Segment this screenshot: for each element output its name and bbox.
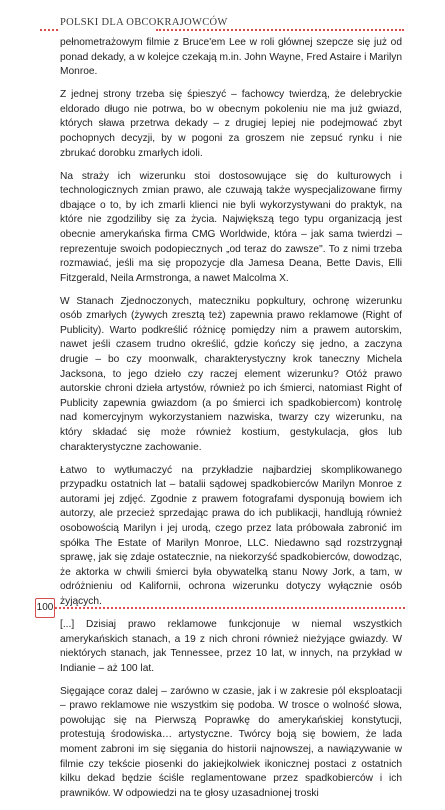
article-body xyxy=(60,36,402,810)
paragraph: Na straży ich wizerunku stoi dostosowujące się do kulturowych i technologicznych zmian prawo, ale czuwają także wyspecjalizowane firmy dbające o to, by ich zmarli klienci nie byli wykorzystywani do praktyk, na które nie zgodziliby się za życia. Największą tego typu organizacją jest obecnie amerykańska firma CMG Worldwide, która – jak sama twierdzi – reprezentuje swoich podopiecznych „od teraz do zawsze". To z nimi trzeba rozmawiać, jeśli ma się propozycje dla Jamesa Deana, Bette Davis, Elli Fitzgerald, Neila Armstronga, a nawet Malcolma X. xyxy=(60,170,402,284)
paragraph: Łatwo to wytłumaczyć na przykładzie najbardziej skomplikowanego przypadku ostatnich lat – batalii sądowej spadkobierców Marilyn Monroe z autorami jej zdjęć. Zgodnie z prawem fotografami dysponują bowiem ich autorzy, ale przecież sprzedając prawa do ich publikacji, handlują również osobowością Marilyn i jej urodą, czego przez lata próbowała zabronić im spółka The Estate of Marilyn Monroe, LLC. Niedawno sąd rozstrzygnął sprawę, jak się zdaje ostatecznie, na niekorzyść spadkobierców, dowodząc, że aktorka w chwili śmierci była obywatelką stanu Nowy Jork, a tam, w odróżnieniu od Kalifornii, ochrona wizerunku dotyczy wyłącznie osób żyjących. xyxy=(60,464,402,607)
header-divider-left xyxy=(40,29,58,31)
paragraph: Sięgające coraz dalej – zarówno w czasie, jak i w zakresie pól eksploatacji – prawo reklamowe nie wszystkim się podoba. W trosce o wolność słowa, powołując się na Pierwszą Poprawkę do amerykańskiej konstytucji, protestują środowiska… artystyczne. Twórcy boją się bowiem, że lada moment zabroni im się sięgania do historii najnowszej, a nawiązywanie w filmie czy tekście piosenki do jakiejkolwiek ikonicznej postaci z ostatnich kilku dekad będzie ściśle reglamentowane przez spadkobierców i ich prawników. W odpowiedzi na te głosy uzasadnionej troski xyxy=(60,685,402,799)
footer-divider xyxy=(55,607,405,609)
paragraph: W Stanach Zjednoczonych, mateczniku popkultury, ochronę wizerunku osób zmarłych (żywych zresztą też) zapewnia prawo reklamowe (Right of Publicity). Warto podkreślić różnicę pomiędzy nim a prawem autorskim, nawet jeśli czasem trudno określić, gdzie kończy się jedno, a zaczyna drugie – bo czy moonwalk, charakterystyczny krok taneczny Michela Jacksona, to jego dzieło czy raczej element wizerunku? Otóż prawo autorskie chroni dzieła artystów, również po ich śmierci, natomiast Right of Publicity zapewnia gwiazdom (a po śmierci ich spadkobiercom) kontrolę nad komercyjnym wykorzystaniem nazwiska, twarzy czy wizerunku, na który składać się może również kostium, gestykulacja, głos lub charakterystyczne zachowanie. xyxy=(60,295,402,453)
header-divider-right xyxy=(156,29,404,31)
paragraph: [...] Dzisiaj prawo reklamowe funkcjonuje w niemal wszystkich amerykańskich stanach, a 19 z nich chroni również nieżyjące gwiazdy. W niektórych stanach, jak Tennessee, przez 10 lat, w innych, na przykład w Indianie – aż 100 lat. xyxy=(60,618,402,674)
paragraph: Z jednej strony trzeba się śpieszyć – fachowcy twierdzą, że delebryckie eldorado długo nie potrwa, bo w obecnym pokoleniu nie ma już gwiazd, których sława przetrwa dekady – z drugiej lepiej nie podejmować zbyt pochopnych decyzji, by w pogoni za groszem nie zepsuć rynku i nie zbrukać dorobku zmarłych idoli. xyxy=(60,89,402,159)
paragraph: pełnometrażowym filmie z Bruce'em Lee w roli głównej szepcze się już od ponad dekady, a w kolejce czekają m.in. John Wayne, Fred Astaire i Marilyn Monroe. xyxy=(60,37,403,78)
running-head-title: POLSKI DLA OBCOKRAJOWCÓW xyxy=(60,17,228,28)
page-number: 100 xyxy=(35,598,55,618)
page-header xyxy=(0,0,445,34)
